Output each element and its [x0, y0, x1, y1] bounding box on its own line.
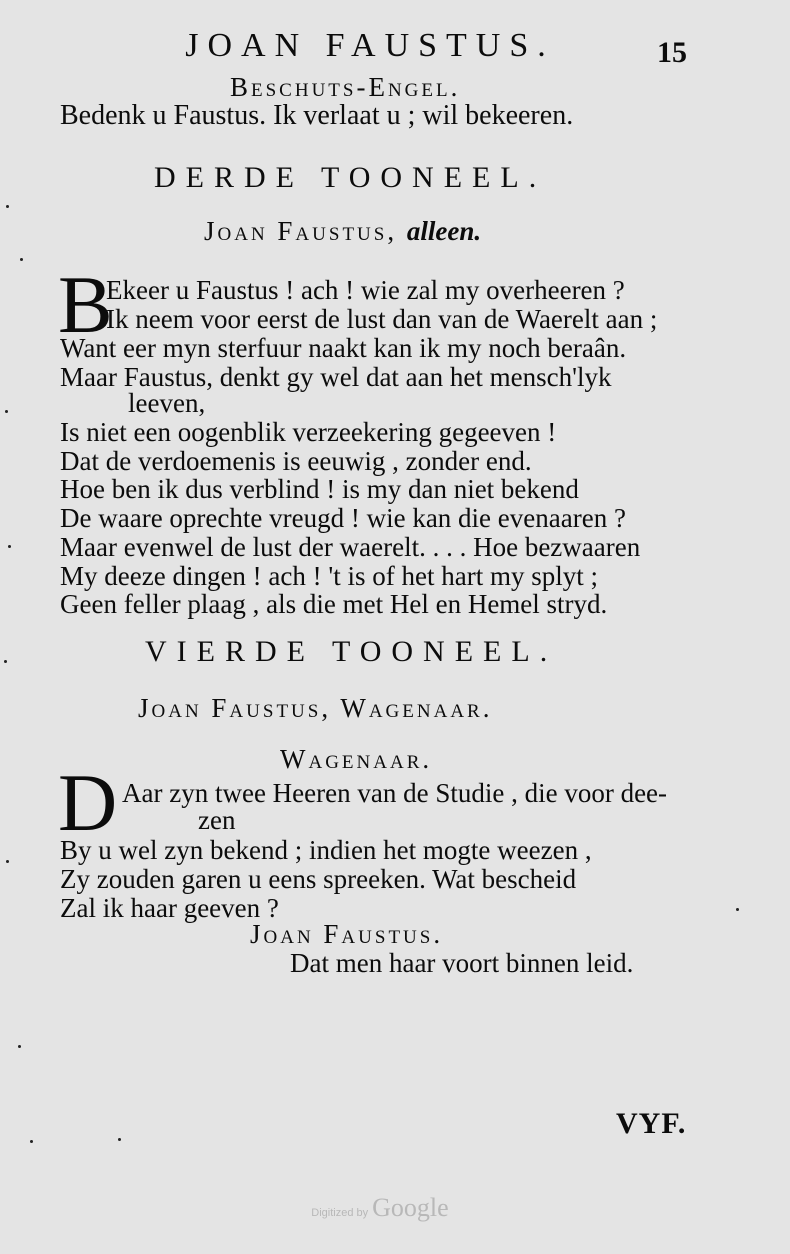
verse-line: Want eer myn sterfuur naakt kan ik my noch beraân.	[60, 333, 627, 363]
verse-line: Aar zyn twee Heeren van de Studie , die voor dee-	[122, 778, 668, 808]
print-speck	[736, 908, 739, 911]
page-number: 15	[657, 36, 687, 69]
verse-line: Ik neem voor eerst de lust dan van de Waerelt aan ;	[106, 304, 658, 334]
verse-line-continuation: leeven,	[128, 388, 206, 418]
print-speck	[20, 258, 23, 261]
verse-line: Maar Faustus, denkt gy wel dat aan het mensch'lyk	[60, 362, 612, 392]
print-speck	[6, 205, 9, 208]
verse-line: Geen feller plaag , als die met Hel en Hemel stryd.	[60, 589, 608, 619]
cast-note: alleen.	[406, 216, 482, 246]
catchword: VYF.	[616, 1107, 687, 1140]
scene-cast-derde	[204, 215, 481, 247]
print-speck	[118, 1138, 121, 1141]
print-speck	[6, 860, 9, 863]
digitized-by-label: Digitized by	[311, 1207, 369, 1219]
verse-line: My deeze dingen ! ach ! 't is of het hart my splyt ;	[60, 561, 598, 591]
google-logo: Google	[372, 1193, 449, 1222]
verse-line: Dat de verdoemenis is eeuwig , zonder end.	[60, 446, 532, 476]
digitization-watermark	[0, 1193, 760, 1228]
verse-line: Maar evenwel de lust der waerelt. . . . Hoe bezwaaren	[60, 532, 641, 562]
verse-line: Ekeer u Faustus ! ach ! wie zal my overheeren ?	[106, 275, 625, 305]
verse-line: Zal ik haar geeven ?	[60, 893, 279, 923]
cast-name: Joan Faustus,	[204, 216, 398, 246]
verse-line-continuation: zen	[198, 805, 236, 835]
speaker-beschuts-engel: Beschuts-Engel.	[230, 72, 461, 102]
print-speck	[4, 660, 7, 663]
verse-line: Zy zouden garen u eens spreeken. Wat bescheid	[60, 864, 577, 894]
print-speck	[18, 1045, 21, 1048]
print-speck	[8, 545, 11, 548]
running-title: JOAN FAUSTUS.	[185, 27, 555, 64]
scene-heading-derde: DERDE TOONEEL.	[154, 161, 547, 194]
scene-heading-vierde: VIERDE TOONEEL.	[145, 635, 558, 668]
verse-line: Is niet een oogenblik verzeekering gegeeven !	[60, 417, 557, 447]
verse-line-opening: Bedenk u Faustus. Ik verlaat u ; wil bekeeren.	[60, 100, 574, 131]
print-speck	[30, 1140, 33, 1143]
verse-line: De waare oprechte vreugd ! wie kan die evenaaren ?	[60, 503, 626, 533]
speaker-joan-faustus: Joan Faustus.	[250, 919, 444, 949]
verse-line: Dat men haar voort binnen leid.	[290, 948, 634, 978]
drop-cap-b: B	[58, 259, 113, 350]
drop-cap-d: D	[58, 757, 118, 848]
verse-line: By u wel zyn bekend ; indien het mogte weezen ,	[60, 835, 592, 865]
verse-line: Hoe ben ik dus verblind ! is my dan niet bekend	[60, 474, 579, 504]
print-speck	[5, 410, 8, 413]
scene-cast-vierde: Joan Faustus, Wagenaar.	[138, 693, 493, 723]
speaker-wagenaar: Wagenaar.	[280, 744, 433, 774]
